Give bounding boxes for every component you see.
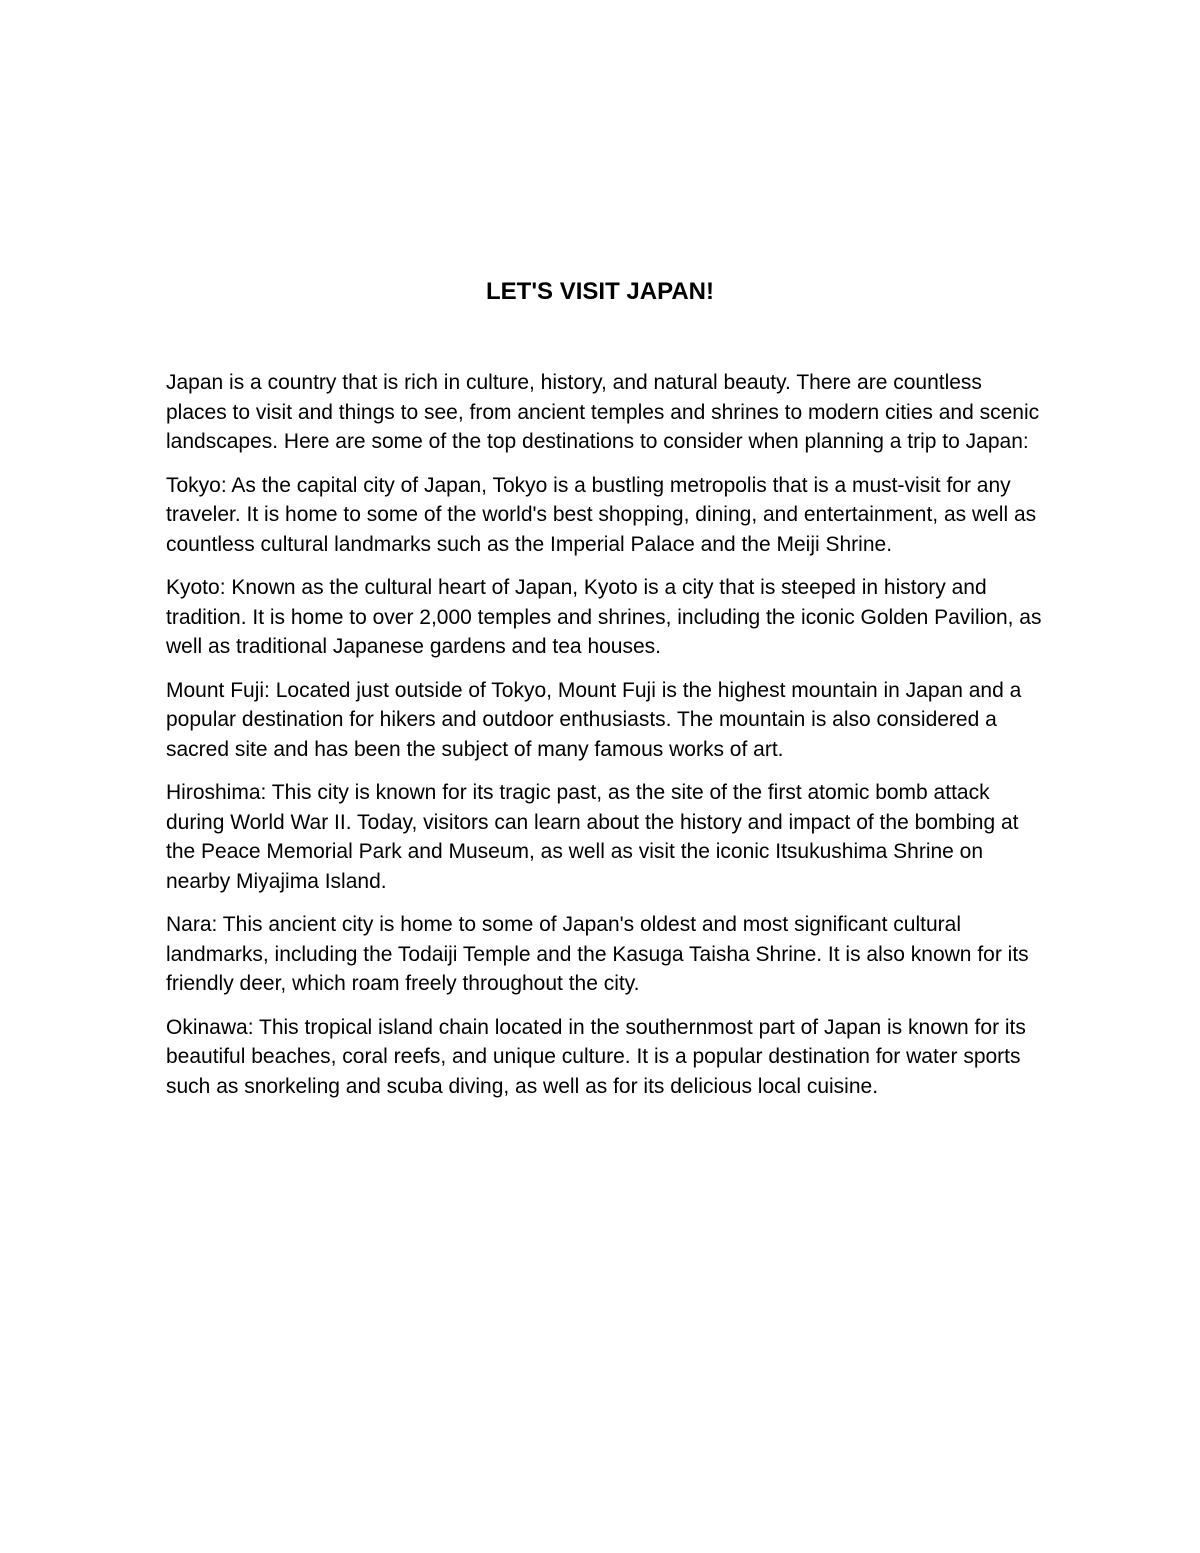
paragraph-kyoto: Kyoto: Known as the cultural heart of Japan, Kyoto is a city that is steeped in history and tradition. It is home to over 2,000 temples and shrines, including the iconic Golden Pavilion, as well as traditional Japanese gardens and tea houses. [166, 576, 1042, 658]
document-title: LET'S VISIT JAPAN! [486, 278, 714, 305]
paragraph-tokyo: Tokyo: As the capital city of Japan, Tokyo is a bustling metropolis that is a must-visit for any traveler. It is home to some of the world's best shopping, dining, and entertainment, as well as countless cultural landmarks such as the Imperial Palace and the Meiji Shrine. [166, 473, 1037, 556]
paragraph-hiroshima: Hiroshima: This city is known for its tragic past, as the site of the first atomic bomb attack during World War II. Today, visitors can learn about the history and impact of the bombing at the Peace Memorial Park and Museum, as well as visit the iconic Itsukushima Shrine on nearby Miyajima Island. [166, 781, 1019, 893]
intro-paragraph: Japan is a country that is rich in culture, history, and natural beauty. There are countless places to visit and things to see, from ancient temples and shrines to modern cities and scenic landscapes. Here are some of the top destinations to consider when planning a trip to Japan: [166, 371, 1040, 453]
document-body [166, 368, 1046, 1115]
paragraph-mount-fuji: Mount Fuji: Located just outside of Tokyo, Mount Fuji is the highest mountain in Japan and a popular destination for hikers and outdoor enthusiasts. The mountain is also considered a sacred site and has been the subject of many famous works of art. [166, 678, 1022, 761]
paragraph-okinawa: Okinawa: This tropical island chain located in the southernmost part of Japan is known for its beautiful beaches, coral reefs, and unique culture. It is a popular destination for water sports such as snorkeling and scuba diving, as well as for its delicious local cuisine. [166, 1015, 1026, 1098]
paragraph-nara: Nara: This ancient city is home to some of Japan's oldest and most significant cultural landmarks, including the Todaiji Temple and the Kasuga Taisha Shrine. It is also known for its friendly deer, which roam freely throughout the city. [166, 913, 1029, 995]
